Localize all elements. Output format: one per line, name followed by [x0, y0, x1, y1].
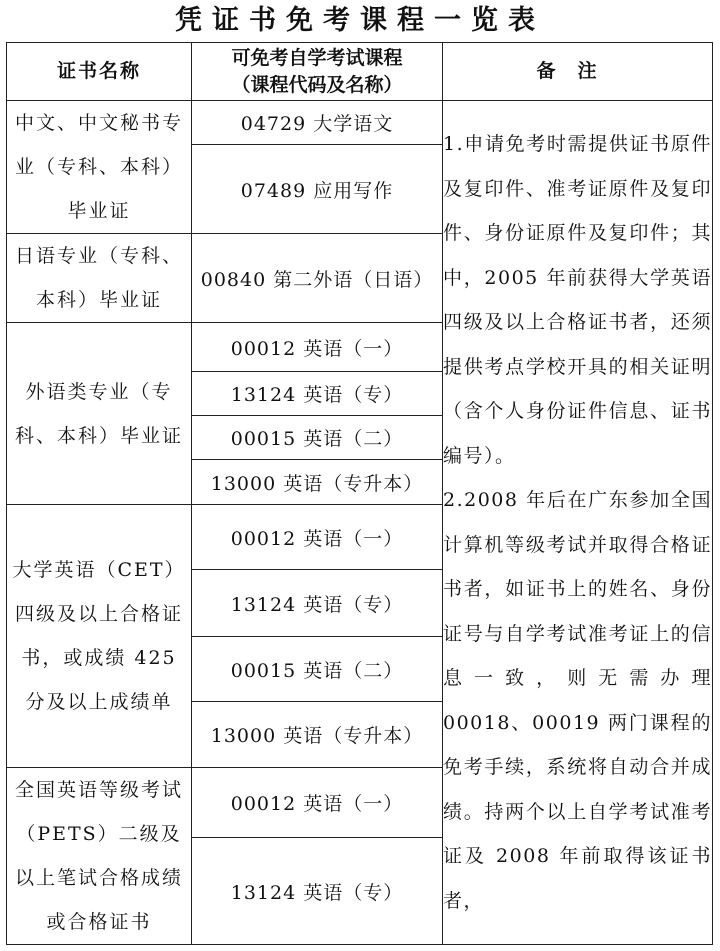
remark-note-2: 2.2008 年后在广东参加全国计算机等级考试并取得合格证书者，如证书上的姓名、身份证号与自学考试准考证上的信息一致，则无需办理 00018、00019 两门课程的免考手续，系统将自动合并成绩。持两个以上自学考试准考证及 2008 年前取得该证书者， — [443, 489, 712, 912]
course-cell: 00840 第二外语（日语） — [192, 234, 443, 323]
header-courses-line2: （课程代码及名称） — [231, 73, 403, 96]
remark-note-1: 1.申请免考时需提供证书原件及复印件、准考证原件及复印件、身份证原件及复印件；其中，2005 年前获得大学英语四级及以上合格证书者，还须提供考点学校开具的相关证明（含个人身份证件信息、证书编号）。 — [443, 133, 712, 467]
remarks-cell — [443, 101, 713, 945]
course-cell: 13124 英语（专） — [192, 570, 443, 637]
course-cell: 00012 英语（一） — [192, 768, 443, 838]
header-courses-line1: 可免考自学考试课程 — [231, 46, 403, 69]
course-cell: 13000 英语（专升本） — [192, 460, 443, 505]
header-certificate: 证书名称 — [7, 43, 192, 101]
certificate-cell: 中文、中文秘书专业（专科、本科）毕业证 — [7, 101, 192, 234]
header-courses — [192, 43, 443, 101]
course-cell: 13124 英语（专） — [192, 372, 443, 416]
course-cell: 07489 应用写作 — [192, 145, 443, 234]
course-cell: 00012 英语（一） — [192, 323, 443, 372]
course-cell: 13000 英语（专升本） — [192, 702, 443, 768]
course-cell: 00012 英语（一） — [192, 505, 443, 570]
course-cell: 00015 英语（二） — [192, 416, 443, 460]
certificate-cell: 全国英语等级考试（PETS）二级及以上笔试合格成绩或合格证书 — [7, 768, 192, 945]
exemption-table — [6, 42, 713, 945]
header-row — [7, 43, 713, 101]
table-row — [7, 101, 713, 145]
certificate-cell: 日语专业（专科、本科）毕业证 — [7, 234, 192, 323]
page-title: 凭证书免考课程一览表 — [175, 5, 545, 36]
course-cell: 04729 大学语文 — [192, 101, 443, 145]
course-cell: 13124 英语（专） — [192, 838, 443, 945]
course-cell: 00015 英语（二） — [192, 637, 443, 702]
certificate-cell: 外语类专业（专科、本科）毕业证 — [7, 323, 192, 505]
header-remarks: 备注 — [443, 43, 713, 101]
certificate-cell: 大学英语（CET）四级及以上合格证书，或成绩 425 分及以上成绩单 — [7, 505, 192, 768]
